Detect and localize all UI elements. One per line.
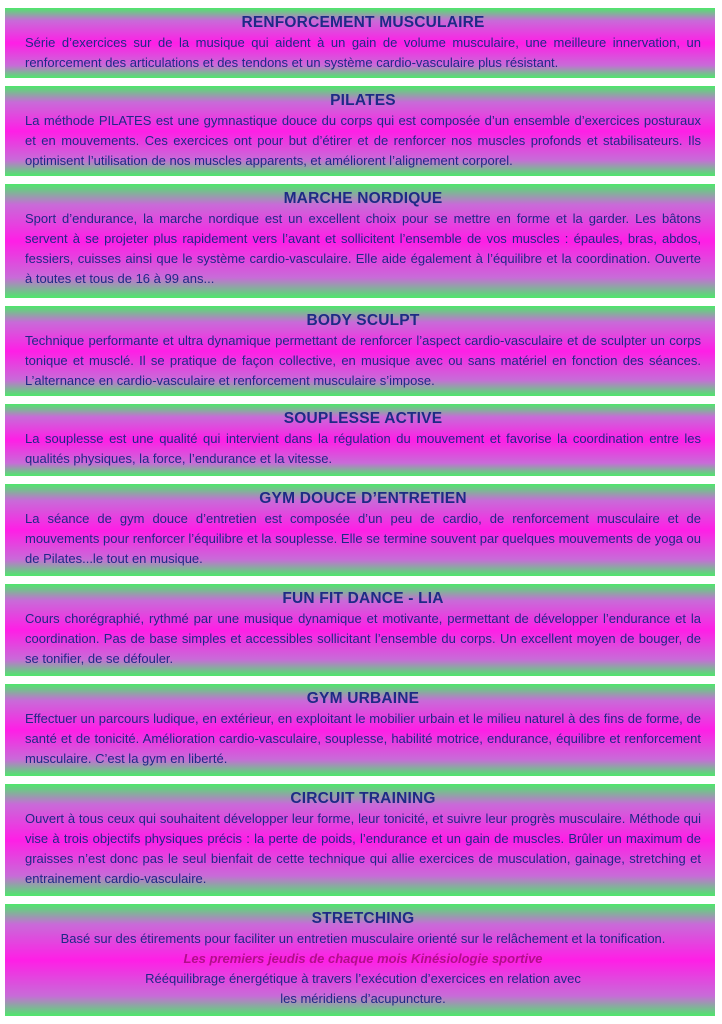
section-text: Basé sur des étirements pour faciliter un entretien musculaire orienté sur le relâchement et la tonification. [60, 931, 666, 946]
section-title: CIRCUIT TRAINING [290, 790, 436, 807]
section-title: FUN FIT DANCE - LIA [282, 590, 444, 607]
section-text: Ouvert à tous ceux qui souhaitent développer leur forme, leur tonicité, et suivre leur progrès musculaire. Méthode qui vise à trois objectifs physiques précis : la perte de poids, l’endurance et un gain de muscles. Brûler un maximum de graisses n’est donc pas le seul bienfait de cette technique qui allie exercices de musculation, gainage, stretching et entrainement cardio-vasculaire. [25, 811, 701, 886]
section-gym-urbaine [5, 684, 715, 776]
section-text-line: les méridiens d’acupuncture. [280, 991, 446, 1006]
section-text: Technique performante et ultra dynamique permettant de renforcer l’aspect cardio-vasculaire et de sculpter un corps tonique et musclé. Il se pratique de façon collective, en musique avec ou sans matériel en fonction des séances. L’alternance en cardio-vasculaire et renforcement musculaire s’impose. [25, 333, 701, 388]
section-highlight: Les premiers jeudis de chaque mois Kinésiologie sportive [183, 951, 543, 966]
section-title: GYM URBAINE [306, 690, 420, 707]
section-gym-douce [5, 484, 715, 576]
section-fun-fit-dance [5, 584, 715, 676]
section-text: La souplesse est une qualité qui intervient dans la régulation du mouvement et favorise la coordination entre les qualités physiques, la force, l’endurance et la vitesse. [25, 431, 701, 466]
section-renforcement-musculaire [5, 8, 715, 78]
section-text-line: Rééquilibrage énergétique à travers l’exécution d’exercices en relation avec [145, 971, 581, 986]
section-body-sculpt [5, 306, 715, 396]
section-stretching [5, 904, 715, 1016]
section-title: GYM DOUCE D’ENTRETIEN [259, 490, 467, 507]
section-title: BODY SCULPT [306, 312, 420, 329]
section-title: RENFORCEMENT MUSCULAIRE [241, 14, 485, 31]
section-text: Sport d’endurance, la marche nordique est un excellent choix pour se mettre en forme et la garder. Les bâtons servent à se projeter plus rapidement vers l’avant et sollicitent l’ensemble de vos muscles : épaules, bras, abdos, fessiers, cuisses ainsi que le système cardio-vasculaire. Elle aide également à l’équilibre et la coordination. Ouverte à toutes et tous de 16 à 99 ans... [25, 211, 701, 286]
section-text: Cours chorégraphié, rythmé par une musique dynamique et motivante, permettant de développer l’endurance et la coordination. Pas de base simples et accessibles sollicitant l’ensemble du corps. Un excellent moyen de bouger, de se tonifier, de se défouler. [25, 611, 701, 666]
section-title: MARCHE NORDIQUE [283, 190, 443, 207]
section-marche-nordique [5, 184, 715, 298]
section-text: La séance de gym douce d’entretien est composée d’un peu de cardio, de renforcement musculaire et de mouvements pour renforcer l’équilibre et la souplesse. Elle se termine souvent par quelques mouvements de yoga ou de Pilates...le tout en musique. [25, 511, 701, 566]
section-souplesse-active [5, 404, 715, 476]
section-circuit-training [5, 784, 715, 896]
section-text: La méthode PILATES est une gymnastique douce du corps qui est composée d’un ensemble d’exercices posturaux et en mouvements. Ces exercices ont pour but d’étirer et de renforcer nos muscles profonds et stabilisateurs. Ils optimisent l’utilisation de nos muscles apparents, et améliorent l’alignement corporel. [25, 113, 701, 168]
section-title: SOUPLESSE ACTIVE [283, 410, 443, 427]
section-title: PILATES [330, 92, 396, 109]
section-pilates [5, 86, 715, 176]
section-text: Série d’exercices sur de la musique qui aident à un gain de volume musculaire, une meilleure innervation, un renforcement des articulations et des tendons et un système cardio-vasculaire plus résistant. [25, 35, 701, 70]
section-title: STRETCHING [311, 910, 415, 927]
section-text: Effectuer un parcours ludique, en extérieur, en exploitant le mobilier urbain et le milieu naturel à des fins de forme, de santé et de tonicité. Amélioration cardio-vasculaire, souplesse, habilité motrice, endurance, équilibre et renforcement musculaire. C’est la gym en liberté. [25, 711, 701, 766]
